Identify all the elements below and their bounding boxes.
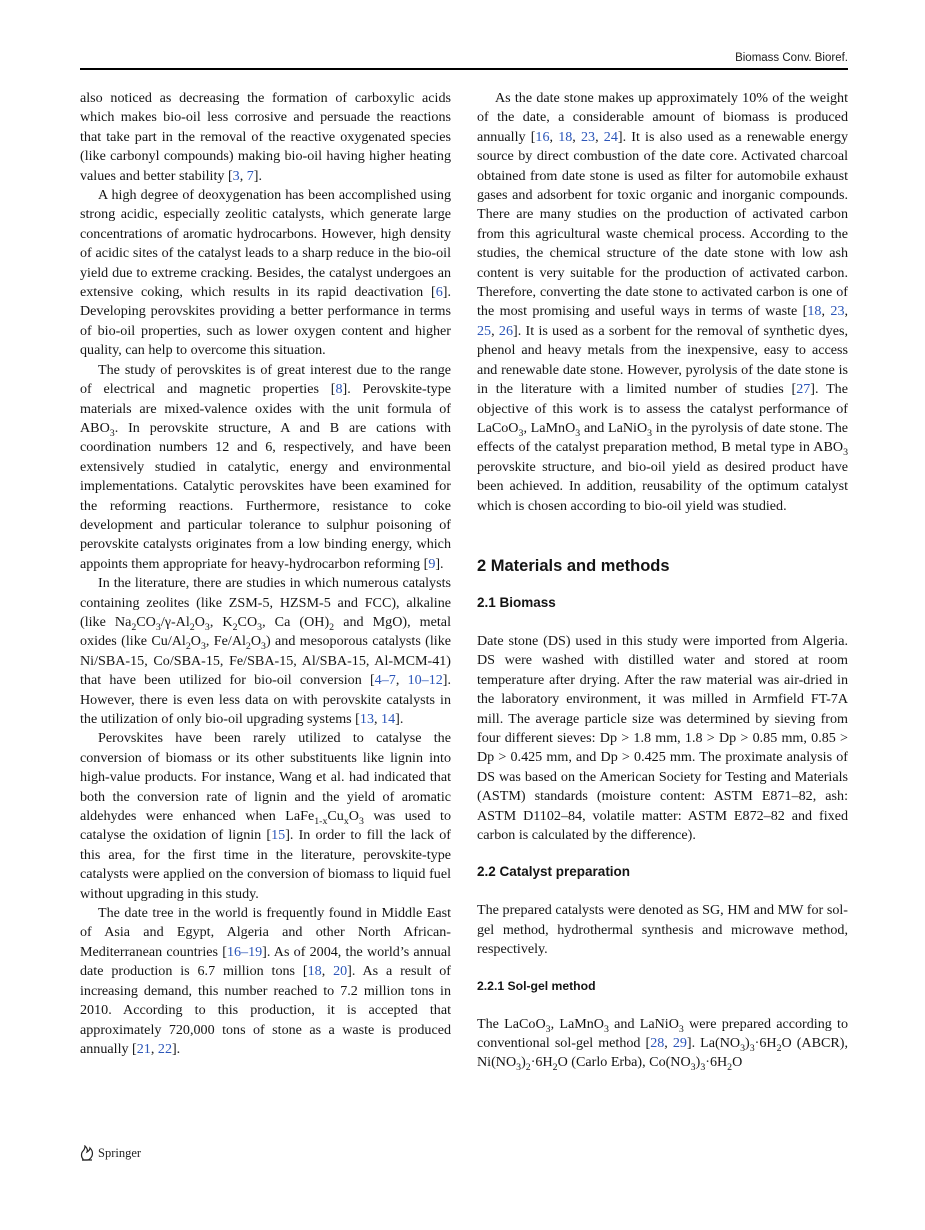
section-heading: 2 Materials and methods (477, 556, 670, 575)
citation-link[interactable]: 27 (796, 381, 811, 398)
footer (80, 1145, 141, 1161)
publisher-name: Springer (98, 1145, 142, 1160)
citation-link[interactable]: 29 (672, 1035, 687, 1052)
citation-link[interactable]: 21 (136, 1040, 151, 1057)
subsubsection-heading: 2.2.1 Sol-gel method (477, 978, 596, 993)
citation-link[interactable]: 7 (246, 167, 254, 184)
citation-link[interactable]: 16 (535, 128, 550, 145)
right-column (477, 89, 848, 1073)
paragraph: The study of perovskites is of great interest due to the range of electrical and magnetic properties [8]. Perovskite-type materials are mixed-valence oxides with the unit formula of $ABO_3$. In perovskite structure, A and B are cations with coordination numbers 12 and 6, respectively, and have been extensively studied in catalytic, energy and environmental implementations. Catalytic perovskites have been examined for the reforming reactions. Furthermore, resistance to coke development and particular tolerance to sulphur poisoning of perovskite catalysts originates from a low binding energy, which appoints them appropriate for heavy-hydrocarbon reforming [9]. (80, 361, 451, 572)
citation-link[interactable]: 13 (359, 711, 374, 727)
citation-link[interactable]: 8 (335, 381, 343, 398)
citation-link[interactable]: 23 (830, 303, 845, 320)
subsection-heading: 2.1 Biomass (477, 594, 556, 610)
citation-link[interactable]: 14 (381, 711, 396, 727)
paragraph: Perovskites have been rarely utilized to catalyse the conversion of biomass or its other substituents like lignin into high-value products. For instance, Wang et al. had indicated that both the conversion rate of lignin and the yield of aromatic aldehydes were enhanced when $LaFe_{1-x}Cu_xO_3$ was used to catalyse the oxidation of lignin [15]. In order to fill the lack of this area, for the first time in the literature, perovskite-type catalysts were applied on the conversion of biomass to liquid fuel without upgrading in this study. (80, 730, 452, 902)
paragraph: As the date stone makes up approximately 10% of the weight of the date, a considerable amount of biomass is produced annually [16, 18, 23, 24]. It is also used as a renewable energy source by direct combustion of the date core. Activated charcoal obtained from date stone is used as filter for automobile exhaust gases and adsorbent for toxic organic and inorganic compounds. There are many studies on the production of activated carbon from this agricultural waste chemical process. According to the studies, the chemical structure of the date stone with low ash content is very suitable for the production of activated carbon. Therefore, converting the date stone to activated carbon is one of the most promising and useful ways in terms of waste [18, 23, 25, 26]. It is used as a sorbent for the removal of synthetic dyes, phenol and heavy metals from the inexpensive, easy to access and renewable date stone. However, pyrolysis of the date stone is in the literature with a limited number of studies [27]. The objective of this work is to assess the catalyst performance of LaCoO$_3$, LaMnO$_3$ and LaNiO$_3$ in the pyrolysis of date stone. The effects of the catalyst preparation method, B metal type in $ABO_3$ perovskite structure, and bio-oil yield as desired product have been achieved. In addition, reusability of the optimum catalyst which is chosen according to bio-oil yield was studied. (477, 90, 849, 514)
header-rule (80, 68, 848, 70)
citation-link[interactable]: 20 (333, 963, 348, 980)
paragraph: The LaCoO$_3$, LaMnO$_3$ and LaNiO$_3$ were prepared according to conventional sol-gel method [28, 29]. $La(NO_3)_3\cdot 6H_2O$ (ABCR), $Ni(NO_3)_2\cdot 6H_2O$ (Carlo Erba), $Co(NO_3)_3\cdot 6H_2O$ (477, 1015, 849, 1074)
citation-link[interactable]: 18 (558, 128, 573, 145)
citation-link[interactable]: 22 (157, 1040, 172, 1057)
paragraph: also noticed as decreasing the formation of carboxylic acids which makes bio-oil less corrosive and persuade the reactions that take part in the removal of the reactive oxygenated species (like carbonyl compounds) making bio-oil having higher heating values and better stability [3, 7]. (80, 90, 451, 184)
springer-logo-icon (80, 1145, 94, 1161)
subsection-heading: 2.2 Catalyst preparation (477, 864, 631, 880)
citation-link[interactable]: 18 (807, 303, 822, 320)
citation-link[interactable]: 28 (650, 1035, 665, 1052)
citation-link[interactable]: 24 (603, 128, 618, 145)
citation-link[interactable]: 3 (232, 167, 240, 184)
citation-link[interactable]: 23 (581, 128, 596, 145)
citation-link[interactable]: 6 (435, 284, 443, 301)
citation-link[interactable]: 15 (271, 827, 286, 844)
paragraph: The prepared catalysts were denoted as SG, HM and MW for sol-gel method, hydrothermal synthesis and microwave method, respectively. (477, 902, 848, 958)
running-head-journal: Biomass Conv. Bioref. (735, 52, 848, 64)
citation-link[interactable]: 25 (477, 322, 492, 339)
left-column (80, 89, 451, 1059)
citation-link[interactable]: 18 (307, 963, 322, 980)
citation-link[interactable]: 4–7 (374, 672, 396, 689)
citation-link[interactable]: 16–19 (226, 943, 263, 960)
paragraph: In the literature, there are studies in which numerous catalysts containing zeolites (like ZSM-5, HZSM-5 and FCC), alkaline (like $Na_2CO_3/\gamma-Al_2O_3$, $K_2CO_3$, Ca $(OH)_2$ and MgO), metal oxides (like $Cu/Al_2O_3$, $Fe/Al_2O_3$) and mesoporous catalysts (like Ni/SBA-15, Co/SBA-15, Fe/SBA-15, Al/SBA-15, Al-MCM-41) that have been utilized for bio-oil conversion [4–7, 10–12]. However, there is even less data on with perovskite catalysts in the utilization of only bio-oil upgrading systems [13, 14]. (80, 575, 452, 727)
citation-link[interactable]: 26 (498, 322, 514, 339)
citation-link[interactable]: 10–12 (407, 672, 443, 689)
paragraph: Date stone (DS) used in this study were imported from Algeria. DS were washed with distilled water and stored at room temperature after drying. After the raw material was air-dried in the laboratory environment, it was milled in Armfield FT-7A mill. The average particle size was determined by sieving from four different sieves: Dp > 1.8 mm, 1.8 > Dp > 0.85 mm, 0.85 > Dp > 0.425 mm, and Dp > 0.425 mm. The proximate analysis of DS was based on the American Society for Testing and Materials (ASTM) standards (moisture content: ASTM E871–82, ash: ASTM D1102–84, volatile matter: ASTM E872–82 and fixed carbon is calculated by the difference). (477, 632, 848, 843)
citation-link[interactable]: 9 (428, 555, 436, 572)
paragraph: The date tree in the world is frequently found in Middle East of Asia and Egypt, Algeria and other North African-Mediterranean countries [16–19]. As of 2004, the world’s annual date production is 6.7 million tons [18, 20]. As a result of increasing demand, this number reached to 7.2 million tons in 2010. According to this production, it is accepted that approximately 720,000 tons of stone as a waste is produced annually [21, 22]. (80, 905, 451, 1057)
paragraph: A high degree of deoxygenation has been accomplished using strong acidic, especially zeolitic catalysts, which generate large concentrations of aromatic hydrocarbons. However, high density of acidic sites of the catalyst leads to a sharp reduce in the bio-oil yield due to extreme cracking. Besides, the catalyst undergoes an extensive coking, which results in its rapid deactivation [6]. Developing perovskites providing a better performance in terms of bio-oil properties, such as lower oxygen content and higher quality, can help to overcome this situation. (80, 187, 451, 359)
